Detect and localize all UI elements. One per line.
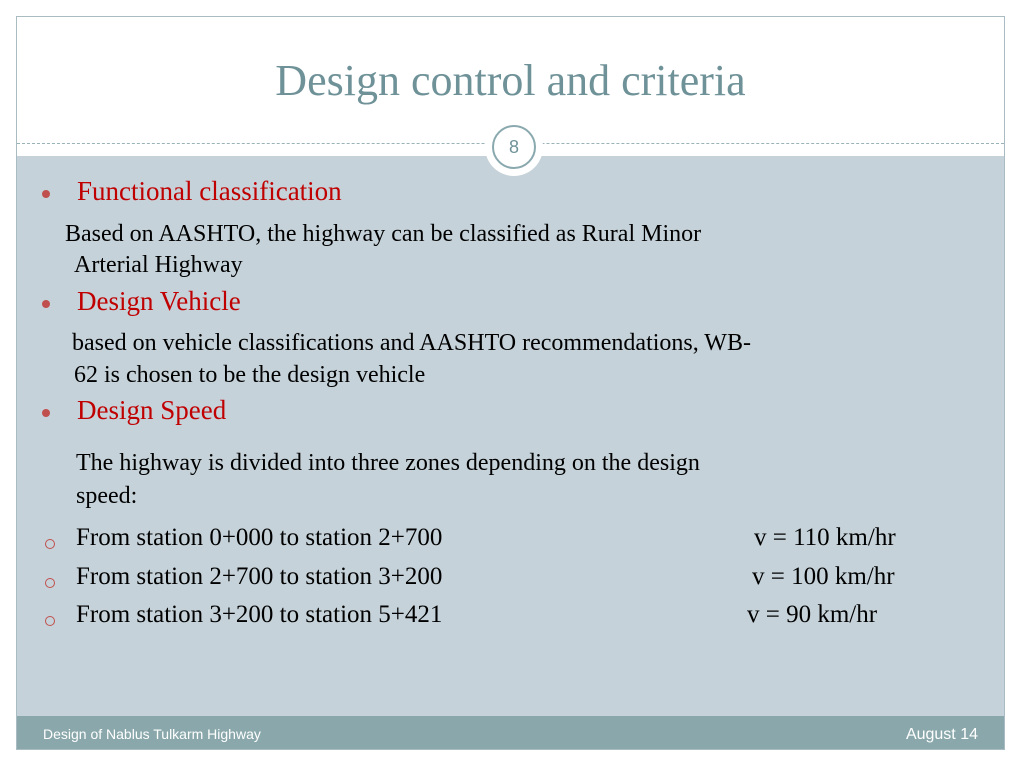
- slide-title: Design control and criteria: [275, 56, 746, 105]
- bullet-text-line: Arterial Highway: [74, 252, 243, 278]
- bullet-dot-icon: [42, 409, 50, 417]
- slide-number: 8: [492, 125, 536, 169]
- bullet-heading-functional-classification: Functional classification: [77, 176, 342, 206]
- footer-presentation-title: Design of Nablus Tulkarm Highway: [43, 726, 261, 742]
- zone-station: From station 3+200 to station 5+421: [76, 601, 443, 628]
- bullet-dot-icon: [42, 300, 50, 308]
- footer-date: August 14: [905, 726, 978, 743]
- circle-bullet-icon: [45, 539, 55, 549]
- bullet-heading-design-speed: Design Speed: [77, 395, 227, 425]
- circle-bullet-icon: [45, 616, 55, 626]
- zone-speed: v = 100 km/hr: [752, 563, 895, 590]
- zone-speed: v = 110 km/hr: [754, 524, 896, 551]
- bullet-heading-design-vehicle: Design Vehicle: [77, 286, 241, 316]
- bullet-dot-icon: [42, 190, 50, 198]
- bullet-text-line: based on vehicle classifications and AASHTO recommendations, WB-: [72, 330, 751, 356]
- zone-station: From station 0+000 to station 2+700: [76, 524, 443, 551]
- zone-speed: v = 90 km/hr: [747, 601, 878, 628]
- zone-station: From station 2+700 to station 3+200: [76, 563, 443, 590]
- footer: [17, 716, 1004, 750]
- slide-number-badge: [485, 118, 543, 176]
- content-area: [17, 156, 1004, 716]
- bullet-text-line: speed:: [76, 483, 138, 509]
- bullet-text-line: 62 is chosen to be the design vehicle: [74, 362, 426, 388]
- slide: [16, 16, 1005, 750]
- bullet-text-line: Based on AASHTO, the highway can be classified as Rural Minor: [65, 221, 702, 247]
- bullet-text-line: The highway is divided into three zones depending on the design: [76, 450, 700, 476]
- circle-bullet-icon: [45, 578, 55, 588]
